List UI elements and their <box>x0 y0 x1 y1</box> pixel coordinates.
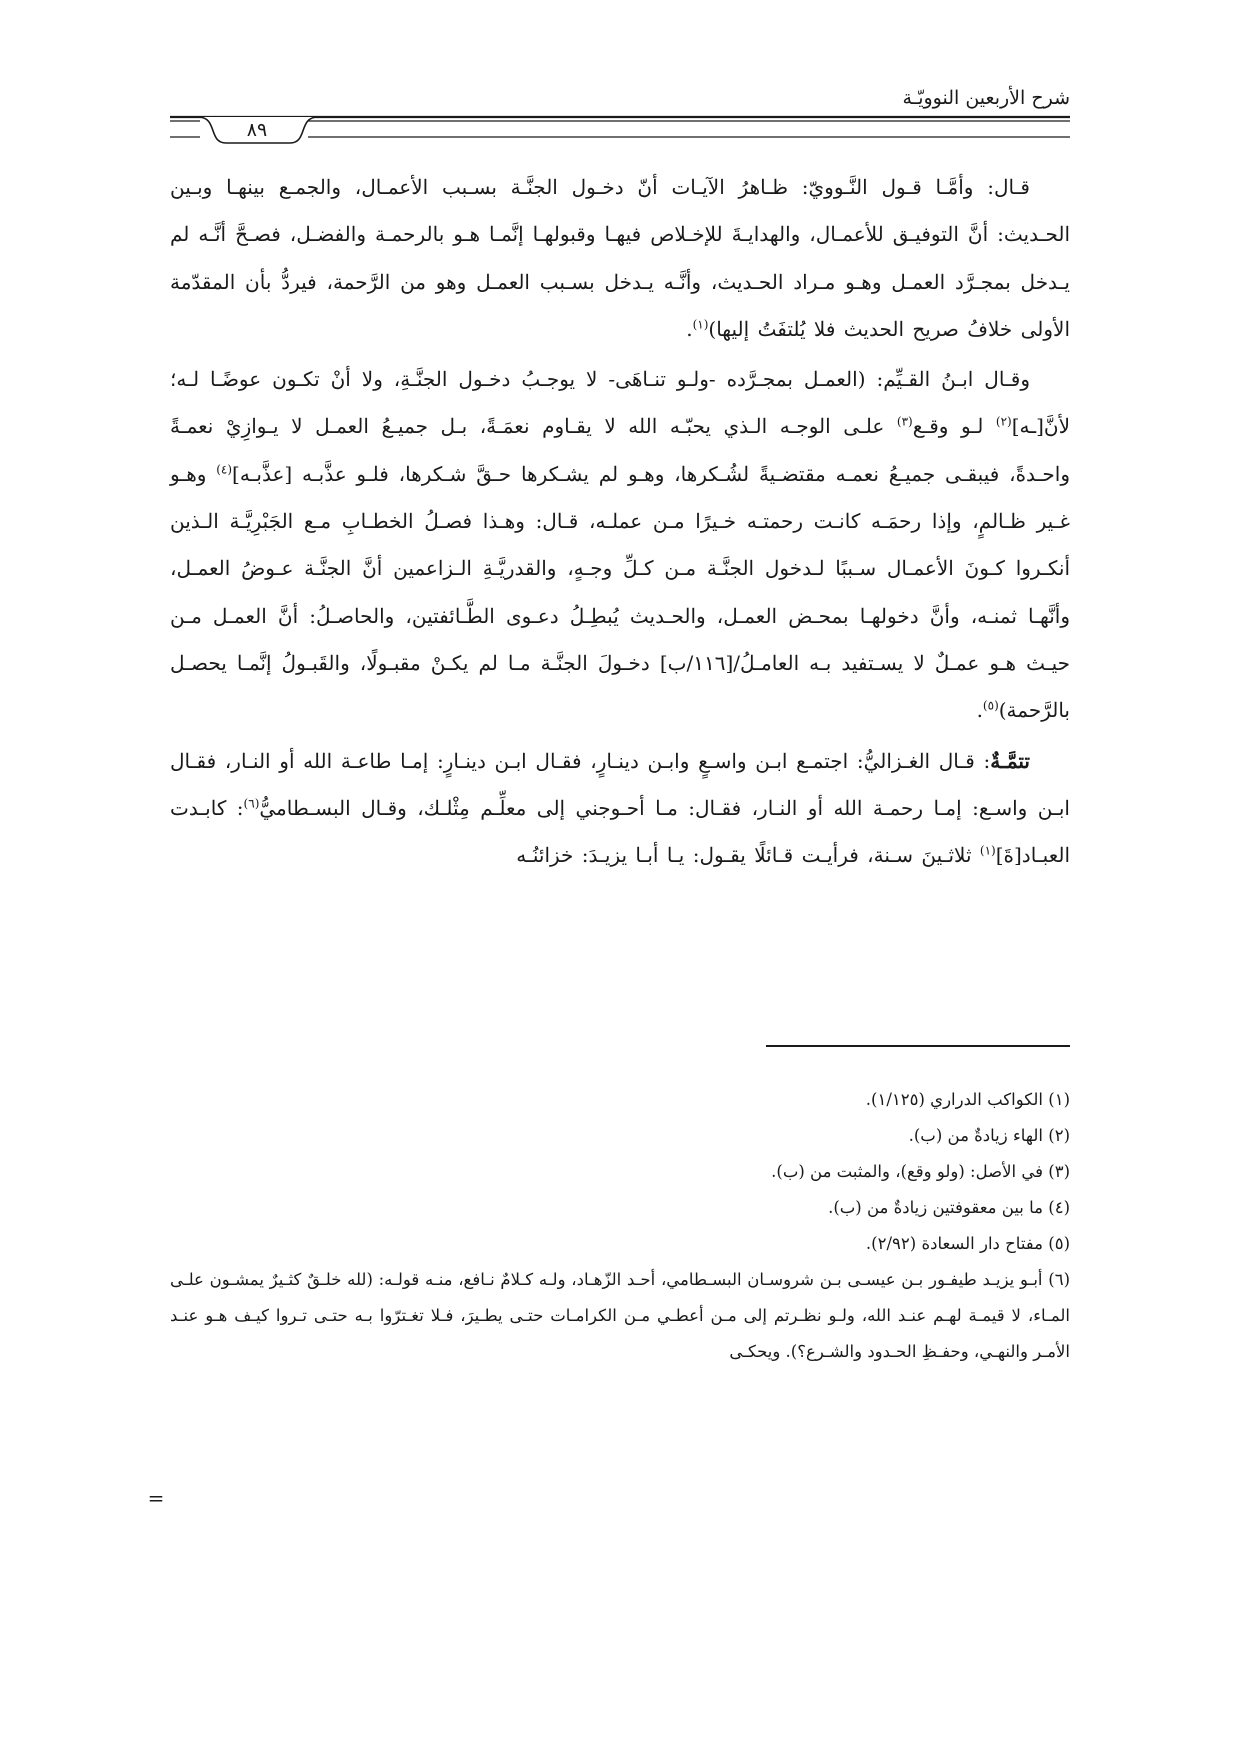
text-run: . <box>686 316 693 341</box>
footnote-ref: (١) <box>692 317 709 332</box>
running-title: شرح الأربعين النوويّـة <box>902 87 1070 109</box>
text-run: وهـو غـير ظـالمٍ، وإذا رحمَـه كانـت رحمتـه خـيرًا مـن عملـه، قـال: وهـذا فصـلُ الخطـابِ مـع الجَبْرِيَّـة الـذين أنكـروا كـونَ الأعمـال سـببًا لـدخول الجنَّـة مـن كـلِّ وجـهٍ، والقدريَّـةِ الـزاعمين أنَّ الجنَّـة عـوضُ العمـل، وأنَّهـا ثمنـه، وأنَّ دخولهـا بمحـض العمـل، والحـديث يُبطِـلُ دعـوى الطَّـائفتين، والحاصـلُ: أنَّ العمـل مـن حيـث هـو عمـلٌ لا يسـتفيد بـه العامـلُ/[١١٦/ب] دخـولَ الجنَّـة مـا لم يكـنْ مقبـولًا، والقَبـولُ إنَّمـا يحصـل بالرَّحمة) <box>170 461 1070 723</box>
footnote: (٤) ما بين معقوفتين زيادةٌ من (ب). <box>828 1198 1070 1217</box>
footnote: (١) الكواكب الدراري (١/١٢٥). <box>865 1090 1070 1109</box>
text-run: لـو وقـع <box>912 414 996 439</box>
text-run: علـى الوجـه الـذي يحبّـه الله لا يقـاوم نعمَـةً، بـل جميـعُ العمـل لا يـوازِيْ نعمـةً واحـدةً، فيبقـى جميـعُ نعمـه مقتضـيةً لشُـكرها، وهـو لم يشـكرها حـقَّ شـكرها، فلـو عذَّبـه [عذَّبـه] <box>170 414 1070 486</box>
text-run: قـال: وأمَّـا قـول النَّـوويّ: ظـاهرُ الآيـات أنّ دخـول الجنَّـة بسـبب الأعمـال، والجمـع بينهـا وبـين الحـديث: أنَّ التوفيـق للأعمـال، والهدايـةَ للإخـلاص فيهـا وقبولهـا إنَّمـا هـو بالرحمـة والفضـل، فصـحَّ أنَّـه لم يـدخل بمجـرَّد العمـل وهـو مـراد الحـديث، وأنَّـه يـدخل بسـبب العمـل وهو من الرَّحمة، فيردُّ بأن المقدّمة الأولى خلافُ صريح الحديث فلا يُلتفَتُ إليها) <box>170 175 1070 341</box>
footnote: (٦) أبـو يزيـد طيفـور بـن عيسـى بـن شروسـان البسـطامي، أحـد الزّهـاد، ولـه كـلامٌ نـافع، منـه قولـه: (لله خلـقٌ كثـيرٌ يمشـون علـى المـاء، لا قيمـة لهـم عنـد الله، ولـو نظـرتم إلى مـن أعطـي مـن الكرامـات حتـى يطـيرَ، فـلا تغـترّوا بـه حتـى تـروا كيـف هـو عنـد الأمـر والنهـي، وحفـظِ الحـدود والشـرع؟). ويحكـى <box>170 1270 1070 1361</box>
footnote: (٥) مفتاح دار السعادة (٢/٩٢). <box>865 1234 1070 1253</box>
text-run: وقـال ابـنُ القـيِّم: (العمـل بمجـرَّده -ولـو تنـاهَى- لا يوجـبُ دخـول الجنَّـةِ، ولا أنْ تكـون عوضًـا لـه؛ لأنَّ[ـه] <box>170 367 1070 439</box>
body-paragraph <box>170 164 1070 353</box>
main-text <box>170 164 1070 879</box>
text-run: : كابـدت العبـاد[ةَ] <box>170 795 1070 868</box>
footnote-ref: (١) <box>979 843 996 858</box>
footnote-separator <box>766 1045 1070 1047</box>
body-paragraph <box>170 738 1070 880</box>
page-number: ٨٩ <box>246 119 268 141</box>
footnote: (٣) في الأصل: (ولو وقع)، والمثبت من (ب). <box>771 1162 1070 1181</box>
continuation-mark: = <box>147 1486 165 1510</box>
footnote-ref: (٦) <box>243 796 260 811</box>
footnote: (٢) الهاء زيادةٌ من (ب). <box>908 1126 1070 1145</box>
footnote-ref: (٤) <box>216 462 233 477</box>
text-run: . <box>976 698 983 723</box>
header-rule <box>0 0 1240 160</box>
footnote-ref: (٢) <box>995 414 1012 429</box>
footnote-ref: (٥) <box>982 698 999 713</box>
text-run: ثلاثـينَ سـنة، فرأيـت قـائلًا يقـول: يـا أبـا يزيـدَ: خزائنُـه <box>516 843 980 868</box>
body-paragraph <box>170 356 1070 734</box>
text-run: : قـال الغـزاليُّ: اجتمـع ابـن واسـعٍ وابـن دينـارٍ، فقـال ابـن دينـارٍ: إمـا طاعـة الله أو النـار، فقـال ابـن واسـع: إمـا رحمـة الله أو النـار، فقـال: مـا أحـوجني إلى معلِّـم مِثْلـك، وقـال البسـطاميُّ <box>170 748 1070 820</box>
footnote-ref: (٣) <box>896 414 913 429</box>
lead-word: تتمَّـةٌ <box>990 748 1030 773</box>
footnotes <box>170 1082 1070 1370</box>
